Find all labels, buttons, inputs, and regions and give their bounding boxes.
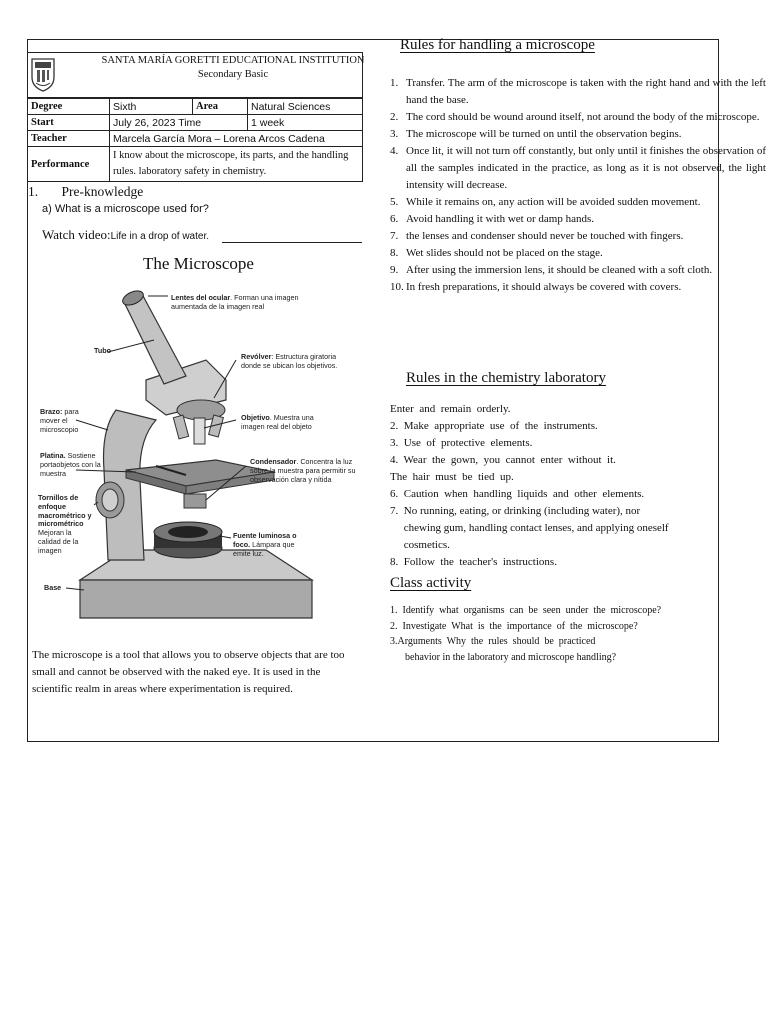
label-tubo bbox=[94, 347, 111, 356]
label-revolver-title: Revólver bbox=[241, 352, 272, 361]
label-objetivo-title: Objetivo bbox=[241, 413, 270, 422]
section-title: Pre-knowledge bbox=[61, 184, 144, 199]
rule-number: 8. bbox=[390, 247, 399, 259]
rule-text: the lenses and condenser should never be touched with fingers. bbox=[406, 230, 684, 242]
label-tubo-title: Tubo bbox=[94, 346, 112, 355]
degree-label: Degree bbox=[28, 99, 110, 115]
lab-rule-line: The hair must be tied up. bbox=[390, 471, 514, 483]
start-label: Start bbox=[28, 115, 110, 131]
lab-rule-line: chewing gum, handling contact lenses, and applying oneself bbox=[390, 522, 669, 534]
lab-rule-line: 4. Wear the gown, you cannot enter without it. bbox=[390, 454, 616, 466]
pre-knowledge-heading bbox=[28, 184, 143, 200]
activity-item: 2. Investigate What is the importance of the microscope? bbox=[390, 620, 638, 632]
lab-rule-line: 6. Caution when handling liquids and other elements. bbox=[390, 488, 645, 500]
lab-rule-line: 2. Make appropriate use of the instruments. bbox=[390, 420, 598, 432]
microscope-rule-item bbox=[390, 228, 766, 245]
lab-rule-line: 7. No running, eating, or drinking (including water), nor bbox=[390, 505, 641, 517]
lab-rule-line: Enter and remain orderly. bbox=[390, 403, 511, 415]
label-revolver bbox=[241, 353, 341, 371]
lab-rules-title: Rules in the chemistry laboratory bbox=[406, 370, 606, 386]
activity-item: 3.Arguments Why the rules should be practiced bbox=[390, 636, 596, 647]
label-base bbox=[44, 584, 61, 593]
rule-number: 9. bbox=[390, 264, 399, 276]
label-fuente-title: Fuente luminosa o foco. bbox=[233, 531, 297, 549]
lab-rules-list bbox=[390, 401, 720, 571]
microscope-rules bbox=[390, 75, 766, 296]
rule-text: Once lit, it will not turn off constantly, but only until it finishes the observation of all the samples indicated in the practice, as long as it is not observed, the light intensity will decrease. bbox=[406, 145, 766, 191]
rule-number: 3. bbox=[390, 128, 399, 140]
start-value: July 26, 2023 Time bbox=[110, 115, 248, 131]
label-condensador bbox=[250, 458, 360, 484]
label-ocular-text: . Forman una imagen aumentada de la imagen real bbox=[171, 293, 299, 311]
rule-text: The cord should be wound around itself, not around the body of the microscope. bbox=[406, 111, 760, 123]
label-brazo-text: para mover el microscopio bbox=[40, 407, 79, 434]
rule-number: 4. bbox=[390, 145, 399, 157]
label-platina-text: Sostiene portaobjetos con la muestra bbox=[40, 451, 101, 478]
label-platina-title: Platina. bbox=[40, 451, 66, 460]
microscope-rule-item bbox=[390, 75, 766, 109]
label-brazo-title: Brazo: bbox=[40, 407, 63, 416]
teacher-value: Marcela García Mora – Lorena Arcos Cadena bbox=[110, 131, 363, 147]
microscope-diagram bbox=[36, 280, 366, 645]
teacher-label: Teacher bbox=[28, 131, 110, 147]
label-revolver-text: : Estructura giratoria donde se ubican los objetivos. bbox=[241, 352, 338, 370]
school-crest-logo bbox=[30, 55, 56, 93]
activity-list bbox=[390, 603, 720, 665]
rule-text: While it remains on, any action will be avoided sudden movement. bbox=[406, 196, 701, 208]
school-name: SANTA MARÍA GORETTI EDUCATIONAL INSTITUTION bbox=[101, 55, 365, 66]
info-table bbox=[27, 98, 363, 182]
microscope-rule-item bbox=[390, 194, 766, 211]
rule-number: 2. bbox=[390, 111, 399, 123]
activity-item: behavior in the laboratory and microscope handling? bbox=[390, 651, 617, 663]
activity-title: Class activity bbox=[390, 575, 472, 591]
lab-rule-line: 3. Use of protective elements. bbox=[390, 437, 533, 449]
pre-knowledge-question: a) What is a microscope used for? bbox=[42, 203, 209, 215]
label-brazo bbox=[40, 408, 88, 434]
microscope-description: The microscope is a tool that allows you to observe objects that are too small and cannot be observed with the naked eye. It is used in the scientific realm in areas where experimentation is required. bbox=[32, 649, 345, 695]
label-tornillos-text: Mejoran la calidad de la imagen bbox=[38, 528, 79, 555]
degree-value: Sixth bbox=[110, 99, 193, 115]
label-condensador-text: . Concentra la luz sobre la muestra para permitir su observación clara y nítida bbox=[250, 457, 356, 484]
microscope-rule-item bbox=[390, 262, 766, 279]
watch-label: Watch video: bbox=[42, 227, 111, 242]
label-base-title: Base bbox=[44, 583, 62, 592]
activity-item: 1. Identify what organisms can be seen under the microscope? bbox=[390, 605, 662, 616]
rule-text: In fresh preparations, it should always be covered with covers. bbox=[406, 281, 682, 293]
rule-text: Avoid handling it with wet or damp hands. bbox=[406, 213, 594, 225]
label-objetivo bbox=[241, 414, 331, 432]
microscope-rule-item bbox=[390, 245, 766, 262]
watch-video-line bbox=[42, 227, 209, 243]
duration-value: 1 week bbox=[248, 115, 363, 131]
microscope-rule-item bbox=[390, 109, 766, 126]
rule-text: Transfer. The arm of the microscope is taken with the right hand and with the left hand the base. bbox=[406, 77, 766, 106]
microscope-rules-title: Rules for handling a microscope bbox=[400, 37, 595, 53]
microscope-rule-item bbox=[390, 211, 766, 228]
microscope-rules-list bbox=[390, 75, 766, 296]
label-tornillos-title: Tornillos de enfoque macrométrico y micrométrico bbox=[38, 493, 92, 529]
rule-number: 7. bbox=[390, 230, 399, 242]
rule-text: The microscope will be turned on until the observation begins. bbox=[406, 128, 682, 140]
rule-text: After using the immersion lens, it should be cleaned with a soft cloth. bbox=[406, 264, 713, 276]
label-tornillos bbox=[38, 494, 96, 556]
area-value: Natural Sciences bbox=[248, 99, 363, 115]
performance-value: I know about the microscope, its parts, and the handling rules. laboratory safety in chemistry. bbox=[110, 147, 363, 182]
label-ocular bbox=[171, 294, 301, 312]
lab-rule-line: 8. Follow the teacher's instructions. bbox=[390, 556, 557, 568]
rule-number: 1. bbox=[390, 77, 399, 89]
school-level: Secondary Basic bbox=[197, 69, 269, 80]
lab-rule-line: cosmetics. bbox=[390, 539, 450, 551]
microscope-rule-item bbox=[390, 279, 766, 296]
microscope-rule-item bbox=[390, 143, 766, 194]
microscope-title: The Microscope bbox=[143, 254, 254, 273]
watch-video-title: Life in a drop of water. bbox=[110, 231, 210, 242]
label-fuente bbox=[233, 532, 303, 558]
section-number: 1. bbox=[28, 184, 39, 199]
label-objetivo-text: . Muestra una imagen real del objeto bbox=[241, 413, 314, 431]
performance-label: Performance bbox=[28, 147, 110, 182]
microscope-rule-item bbox=[390, 126, 766, 143]
rule-number: 5. bbox=[390, 196, 399, 208]
label-ocular-title: Lentes del ocular bbox=[171, 293, 231, 302]
label-condensador-title: Condensador bbox=[250, 457, 297, 466]
label-platina bbox=[40, 452, 102, 478]
answer-line bbox=[222, 242, 362, 243]
area-label: Area bbox=[193, 99, 248, 115]
rule-number: 6. bbox=[390, 213, 399, 225]
school-heading bbox=[88, 54, 378, 82]
rule-number: 10. bbox=[390, 281, 404, 293]
label-fuente-text: Lámpara que emite luz. bbox=[233, 539, 295, 558]
rule-text: Wet slides should not be placed on the stage. bbox=[406, 247, 603, 259]
